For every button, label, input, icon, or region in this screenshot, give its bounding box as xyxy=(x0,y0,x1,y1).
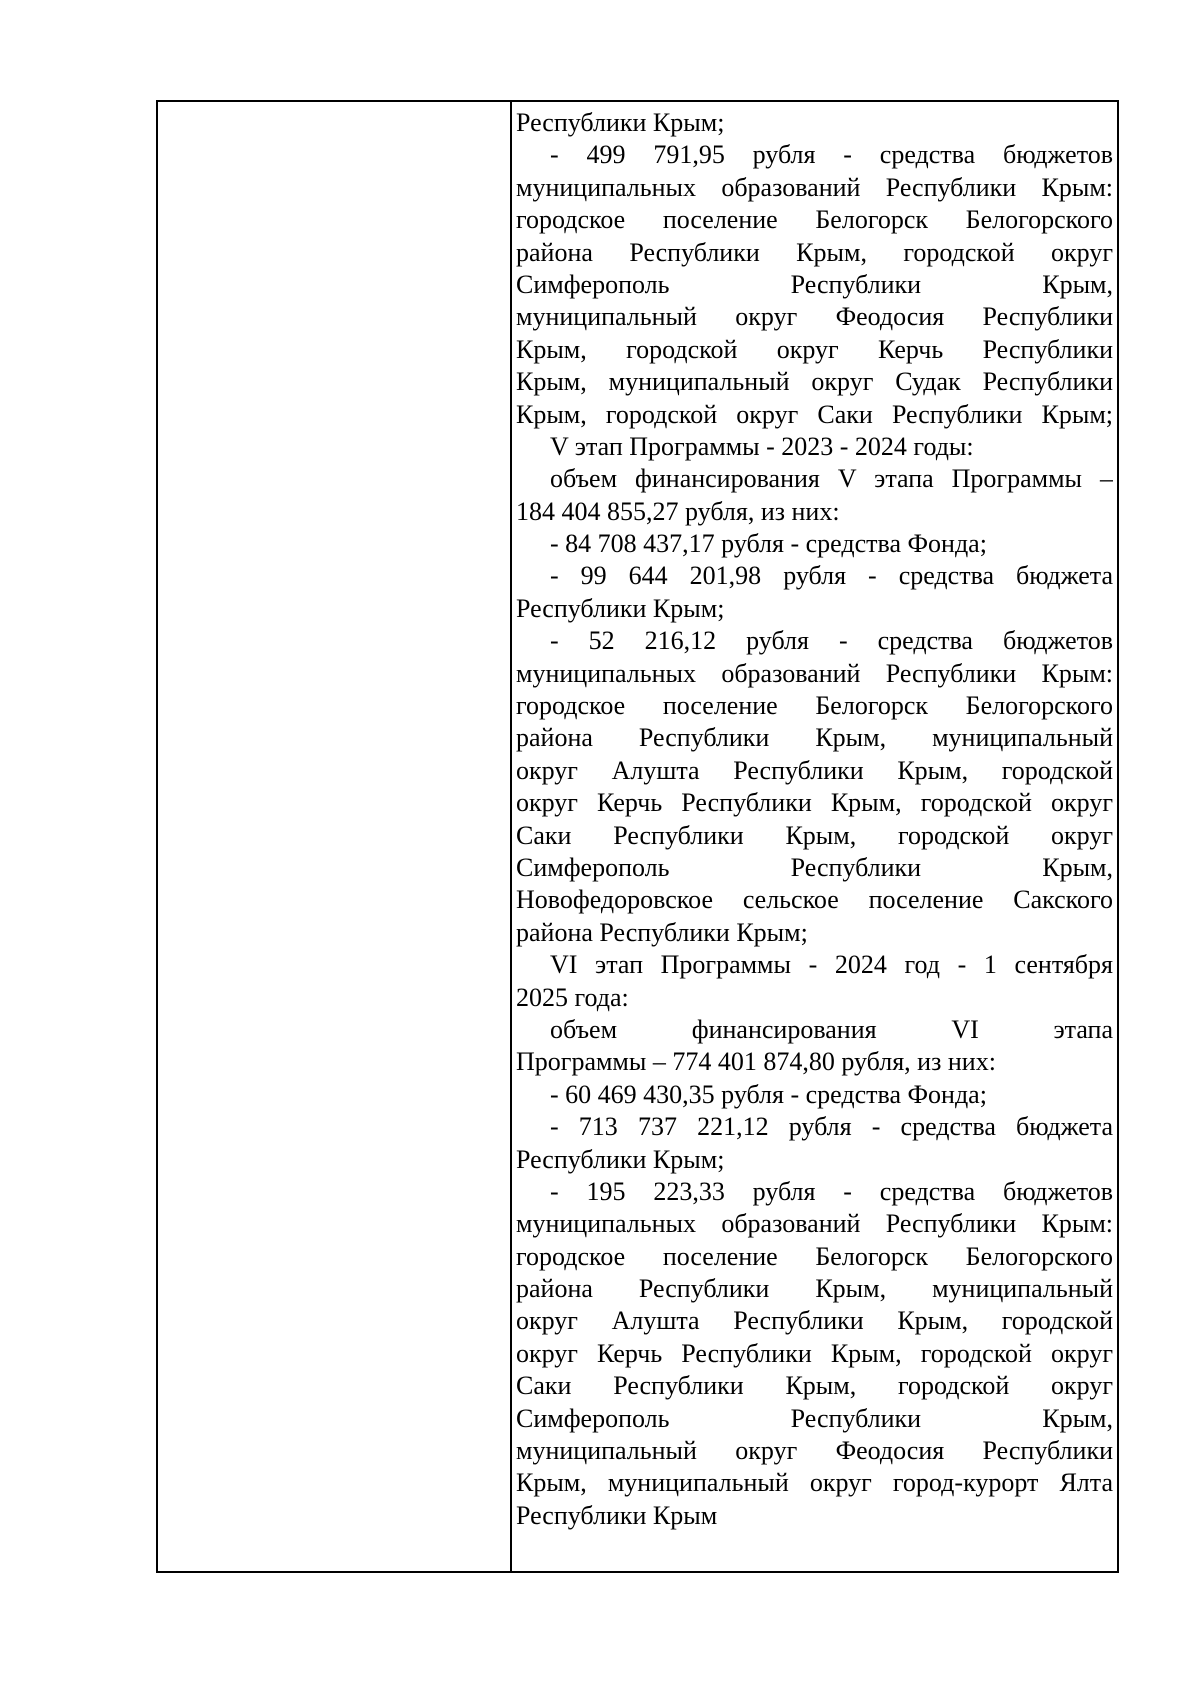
text-line: Крым, городской округ Керчь Республики xyxy=(516,334,1113,364)
program-table xyxy=(156,100,1119,1573)
text-line: Крым, муниципальный округ город-курорт Ялта xyxy=(516,1468,1113,1498)
table-row xyxy=(157,101,1118,1572)
text-line: муниципальный округ Феодосия Республики xyxy=(516,1436,1113,1466)
text-line: Республики Крым xyxy=(516,1500,718,1530)
text-line: Республики Крым; xyxy=(516,108,725,137)
text-line: муниципальных образований Республики Крым: xyxy=(516,1209,1113,1239)
text-line: Симферополь Республики Крым, xyxy=(516,1403,1113,1433)
text-line: Симферополь Республики Крым, xyxy=(516,852,1113,882)
financing-text-block xyxy=(516,107,1113,1532)
text-line: района Республики Крым; xyxy=(516,917,808,947)
table-cell-left-empty xyxy=(157,101,511,1572)
text-line: Саки Республики Крым, городской округ xyxy=(516,820,1113,850)
text-line: 2025 года: xyxy=(516,982,629,1012)
text-line: - 499 791,95 рубля - средства бюджетов xyxy=(550,140,1113,170)
text-line: 184 404 855,27 рубля, из них: xyxy=(516,496,840,526)
text-line: района Республики Крым, городской округ xyxy=(516,237,1113,267)
text-line: Саки Республики Крым, городской округ xyxy=(516,1371,1113,1401)
text-line: Республики Крым; xyxy=(516,1144,725,1174)
text-line: V этап Программы - 2023 - 2024 годы: xyxy=(550,431,974,461)
text-line: округ Керчь Республики Крым, городской округ xyxy=(516,1338,1113,1368)
text-line: городское поселение Белогорск Белогорского xyxy=(516,691,1113,721)
text-line: объем финансирования VI этапа xyxy=(550,1014,1113,1044)
text-line: городское поселение Белогорск Белогорского xyxy=(516,1241,1113,1271)
text-line: муниципальных образований Республики Крым: xyxy=(516,172,1113,202)
text-line: - 195 223,33 рубля - средства бюджетов xyxy=(550,1176,1113,1206)
text-line: городское поселение Белогорск Белогорского xyxy=(516,205,1113,235)
text-line: - 60 469 430,35 рубля - средства Фонда; xyxy=(550,1079,987,1109)
text-line: муниципальный округ Феодосия Республики xyxy=(516,302,1113,332)
text-line: муниципальных образований Республики Крым: xyxy=(516,658,1113,688)
text-line: Крым, городской округ Саки Республики Крым; xyxy=(516,399,1113,429)
table-cell-right-text xyxy=(511,101,1118,1572)
text-line: района Республики Крым, муниципальный xyxy=(516,1274,1113,1304)
text-line: округ Керчь Республики Крым, городской округ xyxy=(516,788,1113,818)
text-line: VI этап Программы - 2024 год - 1 сентября xyxy=(550,950,1113,980)
text-line: объем финансирования V этапа Программы – xyxy=(550,464,1113,494)
text-line: - 713 737 221,12 рубля - средства бюджета xyxy=(550,1112,1113,1142)
text-line: - 99 644 201,98 рубля - средства бюджета xyxy=(550,561,1113,591)
text-line: Крым, муниципальный округ Судак Республики xyxy=(516,367,1113,397)
text-line: округ Алушта Республики Крым, городской xyxy=(516,1306,1113,1336)
text-line: Программы – 774 401 874,80 рубля, из них: xyxy=(516,1047,996,1077)
text-line: - 52 216,12 рубля - средства бюджетов xyxy=(550,626,1113,656)
text-line: - 84 708 437,17 рубля - средства Фонда; xyxy=(550,529,987,559)
text-line: Республики Крым; xyxy=(516,593,725,623)
text-line: Симферополь Республики Крым, xyxy=(516,269,1113,299)
text-line: района Республики Крым, муниципальный xyxy=(516,723,1113,753)
text-line: округ Алушта Республики Крым, городской xyxy=(516,755,1113,785)
text-line: Новофедоровское сельское поселение Сакского xyxy=(516,885,1113,915)
